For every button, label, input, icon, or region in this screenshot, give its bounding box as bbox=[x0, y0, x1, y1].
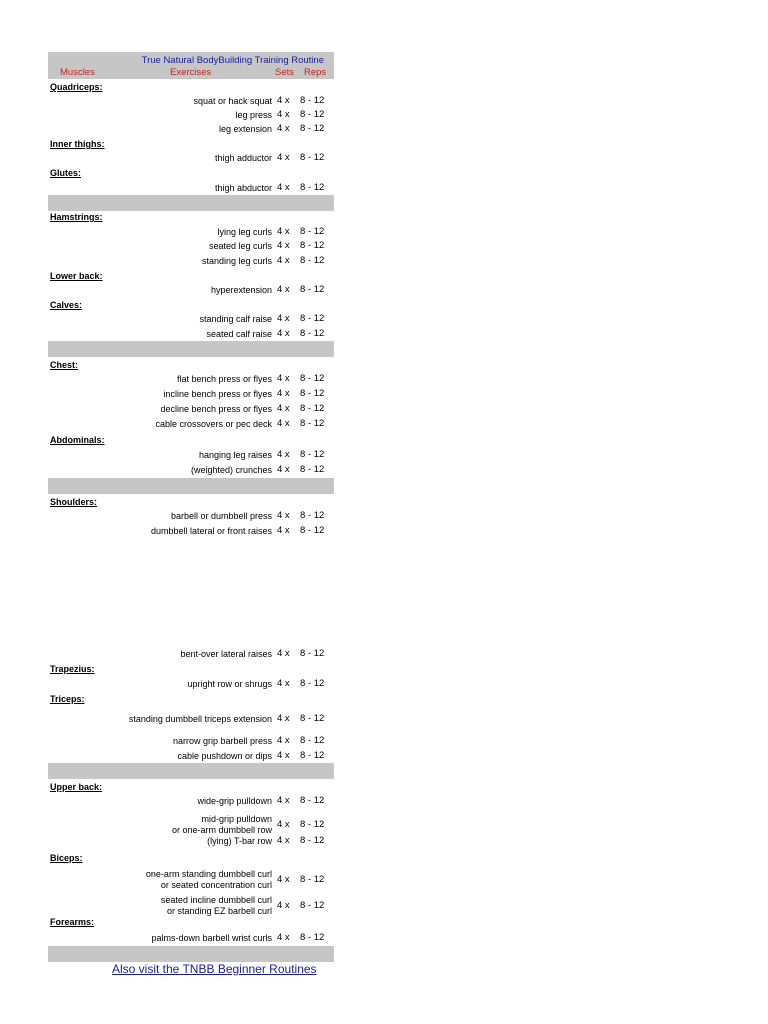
sets-value: 4 x bbox=[277, 328, 290, 339]
exercise-name: seated leg curls bbox=[208, 241, 272, 251]
sets-value: 4 x bbox=[277, 819, 290, 830]
sets-value: 4 x bbox=[277, 373, 290, 384]
sets-value: 4 x bbox=[277, 123, 290, 134]
reps-value: 8 - 12 bbox=[300, 240, 325, 251]
routine-title: True Natural BodyBuilding Training Routine bbox=[141, 55, 324, 66]
table-header bbox=[48, 52, 334, 79]
sets-value: 4 x bbox=[277, 510, 290, 521]
exercise-name: mid-grip pulldown or one-arm dumbbell row bbox=[171, 814, 272, 835]
section-separator bbox=[48, 195, 334, 211]
sets-value: 4 x bbox=[277, 648, 290, 659]
reps-value: 8 - 12 bbox=[300, 713, 325, 724]
sets-value: 4 x bbox=[277, 182, 290, 193]
sets-value: 4 x bbox=[277, 750, 290, 761]
section-separator bbox=[48, 946, 334, 962]
sets-value: 4 x bbox=[277, 403, 290, 414]
exercise-name: lying leg curls bbox=[217, 227, 272, 237]
muscle-group-label: Glutes: bbox=[50, 168, 82, 178]
exercise-name: hanging leg raises bbox=[198, 450, 272, 460]
reps-value: 8 - 12 bbox=[300, 449, 325, 460]
exercise-name: palms-down barbell wrist curls bbox=[151, 933, 272, 943]
col-sets: Sets bbox=[275, 67, 295, 78]
exercise-name: squat or hack squat bbox=[193, 96, 272, 106]
exercise-name: barbell or dumbbell press bbox=[170, 511, 272, 521]
reps-value: 8 - 12 bbox=[300, 750, 325, 761]
exercise-name: seated calf raise bbox=[206, 329, 272, 339]
exercise-name: (lying) T-bar row bbox=[207, 836, 272, 846]
exercise-name: decline bench press or flyes bbox=[160, 404, 272, 414]
sets-value: 4 x bbox=[277, 900, 290, 911]
sets-value: 4 x bbox=[277, 255, 290, 266]
sets-value: 4 x bbox=[277, 95, 290, 106]
exercise-name: hyperextension bbox=[210, 285, 272, 295]
exercise-name: one-arm standing dumbbell curl or seated concentration curl bbox=[145, 869, 272, 890]
exercise-name: leg press bbox=[235, 110, 272, 120]
reps-value: 8 - 12 bbox=[300, 123, 325, 134]
muscle-group-label: Calves: bbox=[50, 300, 83, 310]
section-separator bbox=[48, 763, 334, 779]
muscle-group-label: Upper back: bbox=[50, 782, 103, 792]
beginner-routines-link[interactable]: Also visit the TNBB Beginner Routines bbox=[112, 962, 317, 976]
col-exercises: Exercises bbox=[170, 67, 212, 78]
exercise-name: (weighted) crunches bbox=[190, 465, 272, 475]
sets-value: 4 x bbox=[277, 874, 290, 885]
reps-value: 8 - 12 bbox=[300, 182, 325, 193]
muscle-group-label: Abdominals: bbox=[50, 435, 105, 445]
reps-value: 8 - 12 bbox=[300, 403, 325, 414]
muscle-group-label: Triceps: bbox=[50, 694, 85, 704]
reps-value: 8 - 12 bbox=[300, 525, 325, 536]
sets-value: 4 x bbox=[277, 713, 290, 724]
sets-value: 4 x bbox=[277, 735, 290, 746]
exercise-name: cable pushdown or dips bbox=[177, 751, 272, 761]
exercise-name: dumbbell lateral or front raises bbox=[150, 526, 272, 536]
exercise-name: bent-over lateral raises bbox=[180, 649, 272, 659]
reps-value: 8 - 12 bbox=[300, 464, 325, 475]
exercise-name: thigh abductor bbox=[214, 183, 272, 193]
sets-value: 4 x bbox=[277, 464, 290, 475]
sets-value: 4 x bbox=[277, 313, 290, 324]
sets-value: 4 x bbox=[277, 418, 290, 429]
sets-value: 4 x bbox=[277, 835, 290, 846]
muscle-group-label: Lower back: bbox=[50, 271, 103, 281]
col-reps: Reps bbox=[304, 67, 327, 78]
exercise-name: seated incline dumbbell curl or standing EZ barbell curl bbox=[160, 895, 272, 916]
reps-value: 8 - 12 bbox=[300, 226, 325, 237]
reps-value: 8 - 12 bbox=[300, 835, 325, 846]
sets-value: 4 x bbox=[277, 525, 290, 536]
muscle-group-label: Shoulders: bbox=[50, 497, 98, 507]
muscle-group-label: Quadriceps: bbox=[50, 82, 103, 92]
sets-value: 4 x bbox=[277, 795, 290, 806]
muscle-group-label: Trapezius: bbox=[50, 664, 95, 674]
muscle-group-label: Chest: bbox=[50, 360, 79, 370]
sets-value: 4 x bbox=[277, 240, 290, 251]
section-separator bbox=[48, 478, 334, 494]
reps-value: 8 - 12 bbox=[300, 735, 325, 746]
reps-value: 8 - 12 bbox=[300, 819, 325, 830]
reps-value: 8 - 12 bbox=[300, 648, 325, 659]
reps-value: 8 - 12 bbox=[300, 152, 325, 163]
col-muscles: Muscles bbox=[60, 67, 95, 78]
reps-value: 8 - 12 bbox=[300, 284, 325, 295]
reps-value: 8 - 12 bbox=[300, 510, 325, 521]
reps-value: 8 - 12 bbox=[300, 388, 325, 399]
exercise-name: narrow grip barbell press bbox=[172, 736, 272, 746]
muscle-group-label: Inner thighs: bbox=[50, 139, 105, 149]
reps-value: 8 - 12 bbox=[300, 95, 325, 106]
exercise-name: standing calf raise bbox=[199, 314, 272, 324]
exercise-name: cable crossovers or pec deck bbox=[155, 419, 272, 429]
sets-value: 4 x bbox=[277, 388, 290, 399]
reps-value: 8 - 12 bbox=[300, 418, 325, 429]
exercise-name: standing dumbbell triceps extension bbox=[128, 714, 272, 724]
exercise-name: thigh adductor bbox=[214, 153, 272, 163]
sets-value: 4 x bbox=[277, 109, 290, 120]
exercise-name: flat bench press or flyes bbox=[176, 374, 272, 384]
sets-value: 4 x bbox=[277, 678, 290, 689]
sets-value: 4 x bbox=[277, 226, 290, 237]
reps-value: 8 - 12 bbox=[300, 255, 325, 266]
reps-value: 8 - 12 bbox=[300, 109, 325, 120]
sets-value: 4 x bbox=[277, 449, 290, 460]
exercise-name: leg extension bbox=[218, 124, 272, 134]
reps-value: 8 - 12 bbox=[300, 678, 325, 689]
section-separator bbox=[48, 341, 334, 357]
reps-value: 8 - 12 bbox=[300, 313, 325, 324]
reps-value: 8 - 12 bbox=[300, 373, 325, 384]
exercise-name: incline bench press or flyes bbox=[163, 389, 272, 399]
reps-value: 8 - 12 bbox=[300, 795, 325, 806]
muscle-group-label: Forearms: bbox=[50, 917, 95, 927]
reps-value: 8 - 12 bbox=[300, 328, 325, 339]
sets-value: 4 x bbox=[277, 284, 290, 295]
reps-value: 8 - 12 bbox=[300, 900, 325, 911]
sets-value: 4 x bbox=[277, 152, 290, 163]
reps-value: 8 - 12 bbox=[300, 932, 325, 943]
sets-value: 4 x bbox=[277, 932, 290, 943]
exercise-name: wide-grip pulldown bbox=[197, 796, 272, 806]
exercise-name: standing leg curls bbox=[201, 256, 272, 266]
muscle-group-label: Biceps: bbox=[50, 853, 83, 863]
reps-value: 8 - 12 bbox=[300, 874, 325, 885]
exercise-name: upright row or shrugs bbox=[187, 679, 272, 689]
muscle-group-label: Hamstrings: bbox=[50, 212, 103, 222]
